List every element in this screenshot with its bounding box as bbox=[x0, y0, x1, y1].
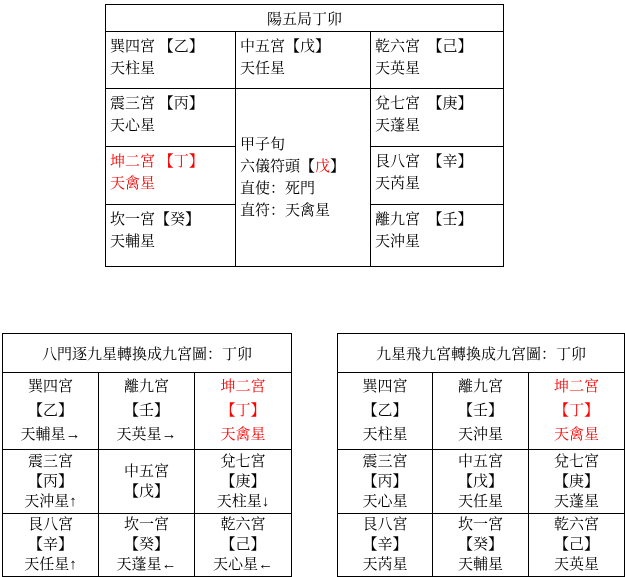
star-name: 天禽星 bbox=[554, 427, 600, 443]
star-name: 天蓬星 bbox=[375, 118, 421, 134]
palace-name: 坎一宮 bbox=[457, 517, 503, 533]
star-name: 天柱星 bbox=[362, 427, 408, 443]
center-info-cell bbox=[236, 89, 371, 267]
stars-chart-title: 九星飛九宮轉換成九宮圖：丁卯 bbox=[338, 334, 625, 373]
eight-doors-nine-palace-chart bbox=[2, 333, 292, 577]
futou-stem: 戊 bbox=[315, 158, 331, 175]
palace-cell-qian6 bbox=[371, 32, 504, 89]
star-name: 天蓬星← bbox=[116, 557, 177, 573]
stem-name: 【戊】 bbox=[457, 473, 503, 490]
palace-cell bbox=[529, 450, 625, 514]
stem-name: 【壬】 bbox=[123, 403, 169, 419]
palace-name: 坤二宮 bbox=[220, 379, 266, 395]
palace-name: 巽四宮 bbox=[27, 379, 73, 395]
stem-name: 【辛】 bbox=[27, 537, 73, 553]
palace-name: 震三宮 bbox=[27, 453, 73, 470]
palace-name: 巽四宮 【乙】 bbox=[110, 39, 204, 55]
star-name: 天心星 bbox=[362, 493, 408, 510]
palace-cell bbox=[195, 514, 292, 577]
stem-name: 【丙】 bbox=[362, 473, 408, 490]
star-name: 天禽星 bbox=[220, 427, 266, 443]
palace-cell bbox=[338, 514, 433, 577]
palace-cell bbox=[99, 514, 195, 577]
palace-name: 震三宮 【丙】 bbox=[110, 96, 204, 112]
palace-name: 乾六宮 bbox=[554, 517, 600, 533]
palace-cell bbox=[195, 450, 292, 514]
star-name: 天輔星 bbox=[110, 234, 156, 250]
palace-name: 乾六宮 【己】 bbox=[375, 39, 473, 55]
palace-cell-li9 bbox=[371, 205, 504, 267]
star-name: 天英星→ bbox=[116, 427, 177, 443]
stem-name: 【癸】 bbox=[457, 537, 503, 553]
star-name: 天沖星 bbox=[457, 427, 503, 443]
palace-name: 坤二宮 【丁】 bbox=[110, 154, 204, 170]
main-chart-title: 陽五局丁卯 bbox=[106, 5, 504, 32]
palace-name: 巽四宮 bbox=[362, 379, 408, 395]
palace-cell-kun2 bbox=[106, 147, 236, 205]
star-name: 天心星 bbox=[110, 118, 156, 134]
palace-name: 艮八宮 bbox=[27, 517, 73, 533]
star-name: 天輔星→ bbox=[20, 427, 81, 443]
doors-chart-title: 八門逐九星轉換成九宮圖：丁卯 bbox=[3, 334, 292, 373]
palace-cell-kun2 bbox=[195, 373, 292, 450]
liuyi-futou-line: 六儀符頭【戊】 bbox=[240, 158, 346, 175]
palace-cell bbox=[3, 514, 99, 577]
palace-cell-zhong5 bbox=[236, 32, 371, 89]
palace-cell-kan1 bbox=[106, 205, 236, 267]
palace-cell-center bbox=[433, 450, 529, 514]
star-name: 天芮星 bbox=[375, 176, 421, 192]
stem-name: 【壬】 bbox=[457, 403, 503, 419]
palace-cell bbox=[433, 514, 529, 577]
palace-name: 中五宮 bbox=[123, 463, 169, 480]
star-name: 天英星 bbox=[554, 557, 600, 573]
star-name: 天柱星↓ bbox=[216, 493, 270, 510]
palace-cell bbox=[338, 373, 433, 450]
star-name: 天任星↑ bbox=[24, 557, 77, 573]
zhifu-line: 直符：天禽星 bbox=[240, 202, 331, 219]
star-name: 天輔星 bbox=[457, 557, 503, 573]
star-name: 天禽星 bbox=[110, 176, 156, 192]
star-name: 天沖星 bbox=[375, 234, 421, 250]
star-name: 天心星← bbox=[213, 557, 274, 573]
stem-name: 【乙】 bbox=[362, 403, 408, 419]
stem-name: 【戊】 bbox=[123, 483, 169, 500]
stem-name: 【乙】 bbox=[27, 403, 73, 419]
palace-name: 離九宮 【壬】 bbox=[375, 212, 473, 228]
palace-name: 坤二宮 bbox=[554, 379, 600, 395]
palace-cell-gen8 bbox=[371, 147, 504, 205]
palace-cell-kun2 bbox=[529, 373, 625, 450]
jiazi-xun-line: 甲子旬 bbox=[240, 136, 286, 153]
star-name: 天芮星 bbox=[362, 557, 408, 573]
palace-cell bbox=[3, 450, 99, 514]
palace-name: 震三宮 bbox=[362, 453, 408, 470]
palace-cell bbox=[3, 373, 99, 450]
palace-name: 離九宮 bbox=[123, 379, 169, 395]
palace-cell bbox=[433, 373, 529, 450]
palace-cell-dui7 bbox=[371, 89, 504, 147]
star-name: 天沖星↑ bbox=[24, 493, 77, 510]
palace-name: 艮八宮 【辛】 bbox=[375, 154, 473, 170]
palace-name: 兌七宮 bbox=[220, 453, 266, 470]
star-name: 天任星 bbox=[240, 61, 286, 77]
stem-name: 【己】 bbox=[220, 537, 266, 553]
yang-five-ju-chart bbox=[105, 4, 504, 267]
palace-name: 中五宮【戊】 bbox=[240, 39, 331, 55]
stem-name: 【辛】 bbox=[362, 537, 408, 553]
palace-name: 坎一宮【癸】 bbox=[110, 212, 201, 228]
stem-name: 【庚】 bbox=[220, 473, 266, 490]
stem-name: 【癸】 bbox=[123, 537, 169, 553]
nine-stars-nine-palace-chart bbox=[337, 333, 625, 577]
star-name: 天英星 bbox=[375, 61, 421, 77]
zhishi-line: 直使：死門 bbox=[240, 180, 316, 197]
stem-name: 【丁】 bbox=[220, 403, 266, 419]
palace-name: 離九宮 bbox=[457, 379, 503, 395]
palace-name: 兌七宮 【庚】 bbox=[375, 96, 473, 112]
stem-name: 【丁】 bbox=[554, 403, 600, 419]
palace-name: 乾六宮 bbox=[220, 517, 266, 533]
palace-name: 坎一宮 bbox=[123, 517, 169, 533]
palace-cell bbox=[529, 514, 625, 577]
stem-name: 【庚】 bbox=[554, 473, 600, 490]
palace-cell-center bbox=[99, 450, 195, 514]
palace-name: 艮八宮 bbox=[362, 517, 408, 533]
palace-cell-xun4 bbox=[106, 32, 236, 89]
palace-cell bbox=[99, 373, 195, 450]
palace-cell-zhen3 bbox=[106, 89, 236, 147]
palace-cell bbox=[338, 450, 433, 514]
star-name: 天柱星 bbox=[110, 61, 156, 77]
palace-name: 兌七宮 bbox=[554, 453, 600, 470]
stem-name: 【己】 bbox=[554, 537, 600, 553]
star-name: 天任星 bbox=[457, 493, 503, 510]
palace-name: 中五宮 bbox=[457, 453, 503, 470]
stem-name: 【丙】 bbox=[27, 473, 73, 490]
star-name: 天蓬星 bbox=[554, 493, 600, 510]
